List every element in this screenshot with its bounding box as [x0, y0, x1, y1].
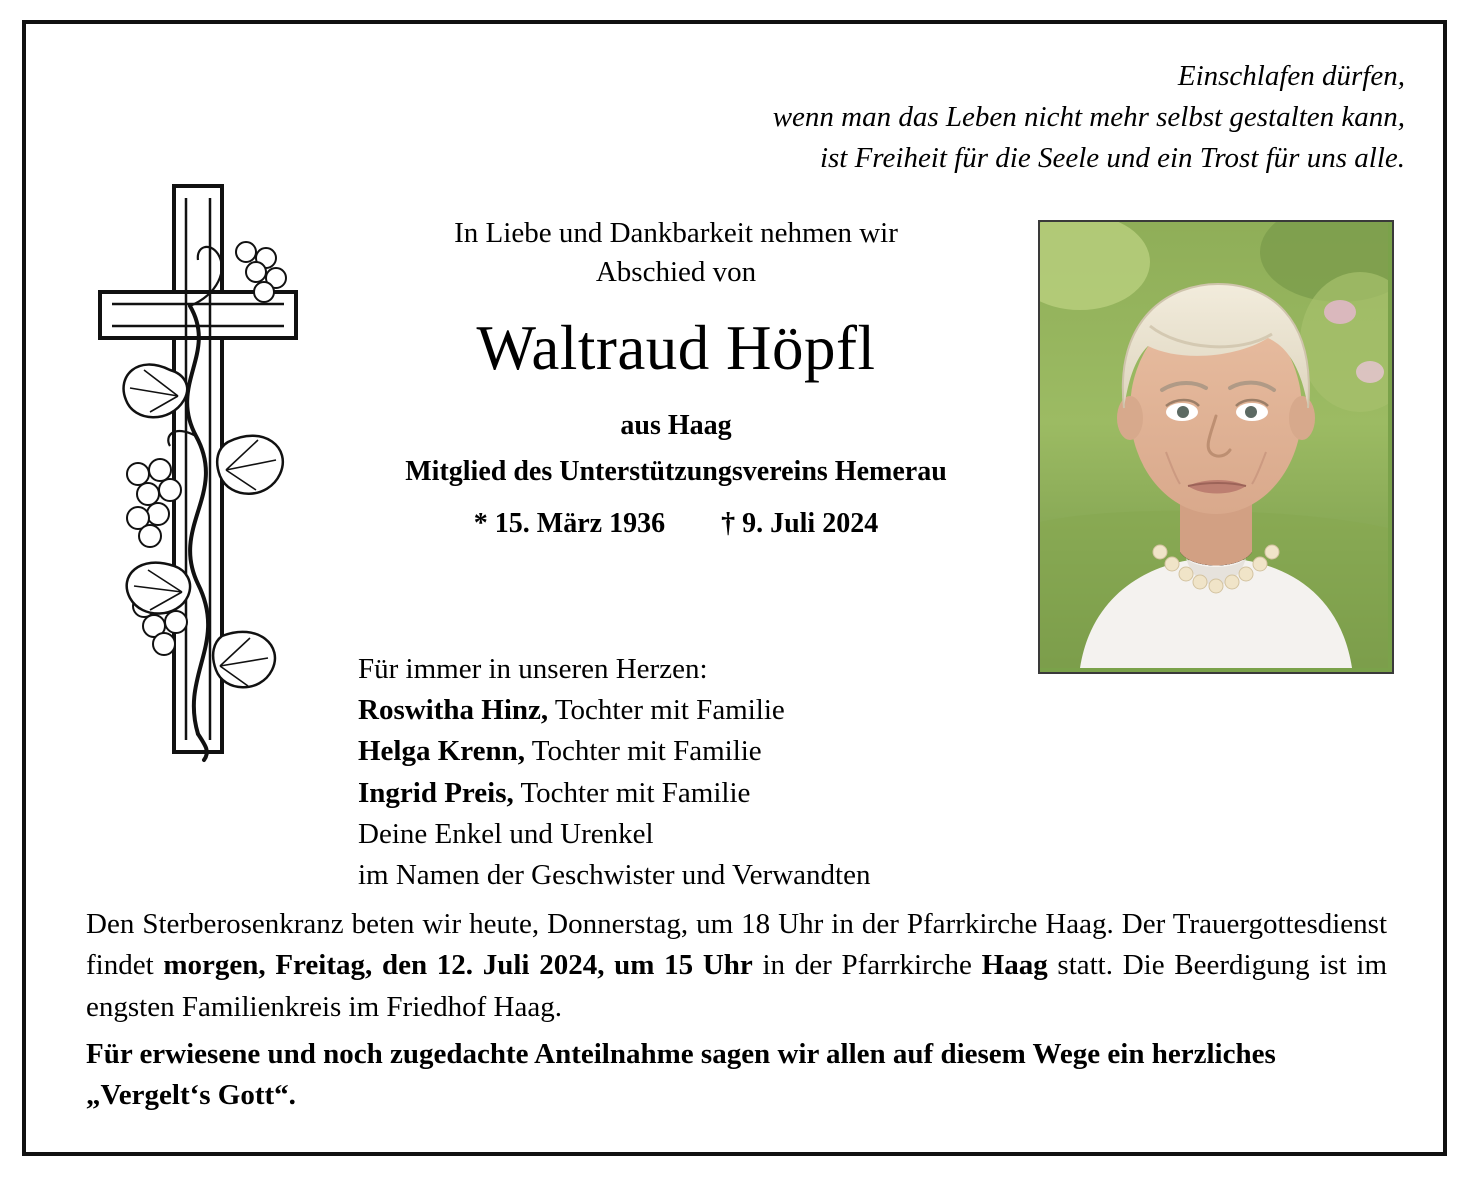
survivor-name-1: Roswitha Hinz,: [358, 694, 549, 727]
farewell-lead: [346, 214, 1006, 292]
service-text-2: in der Pfarrkirche: [752, 949, 982, 982]
survivor-name-2: Helga Krenn,: [358, 735, 526, 768]
survivor-entry-1: [358, 690, 1058, 731]
service-highlight-1: morgen, Freitag, den 12. Juli 2024, um 15 Uhr: [163, 949, 753, 982]
deceased-origin: aus Haag: [620, 409, 732, 441]
death-date: † 9. Juli 2024: [721, 507, 879, 539]
survivor-relation-1: Tochter mit Familie: [548, 694, 785, 727]
service-highlight-2: Haag: [981, 949, 1048, 982]
survivors-grandchildren: Deine Enkel und Urenkel: [358, 817, 654, 850]
service-text-3: statt. Die Beerdigung ist im engsten Familienkreis im Friedhof Haag.: [86, 949, 1388, 1023]
survivor-entry-3: [358, 773, 1058, 814]
survivor-name-3: Ingrid Preis,: [358, 776, 514, 809]
service-details: [86, 904, 1387, 1028]
verse-line-1: Einschlafen dürfen,: [1177, 60, 1405, 92]
life-dates: [346, 508, 1006, 540]
deceased-membership: Mitglied des Unterstützungsvereins Hemerau: [405, 455, 947, 487]
cross-with-grapevine-icon: [78, 174, 338, 764]
survivor-entry-2: [358, 731, 1058, 772]
survivors-heading: Für immer in unseren Herzen:: [358, 653, 708, 685]
service-text-1: Den Sterberosenkranz beten wir heute, Donnerstag, um 18 Uhr in der Pfarrkirche Haag. Der Trauergottesdienst findet: [86, 908, 1387, 982]
obituary-notice: [22, 20, 1447, 1156]
survivor-relation-3: Tochter mit Familie: [513, 776, 751, 809]
thanks-note: Für erwiesene und noch zugedachte Anteilnahme sagen wir allen auf diesem Wege ein herzliches „Vergelt‘s Gott“.: [86, 1038, 1276, 1112]
lead-line-1: In Liebe und Dankbarkeit nehmen wir: [454, 217, 898, 249]
survivors-block: [358, 649, 1058, 896]
deceased-name: Waltraud Höpfl: [476, 313, 876, 384]
portrait-photo: [1038, 220, 1394, 674]
deceased-info-block: [346, 214, 1006, 540]
lead-line-2: Abschied von: [595, 256, 757, 289]
birth-date: * 15. März 1936: [473, 507, 666, 539]
verse-line-2: wenn man das Leben nicht mehr selbst gestalten kann,: [772, 101, 1405, 134]
memorial-verse: [585, 56, 1405, 180]
verse-line-3: ist Freiheit für die Seele und ein Trost für uns alle.: [819, 142, 1405, 175]
survivor-relation-2: Tochter mit Familie: [525, 735, 762, 768]
survivors-relatives: im Namen der Geschwister und Verwandten: [358, 858, 871, 891]
